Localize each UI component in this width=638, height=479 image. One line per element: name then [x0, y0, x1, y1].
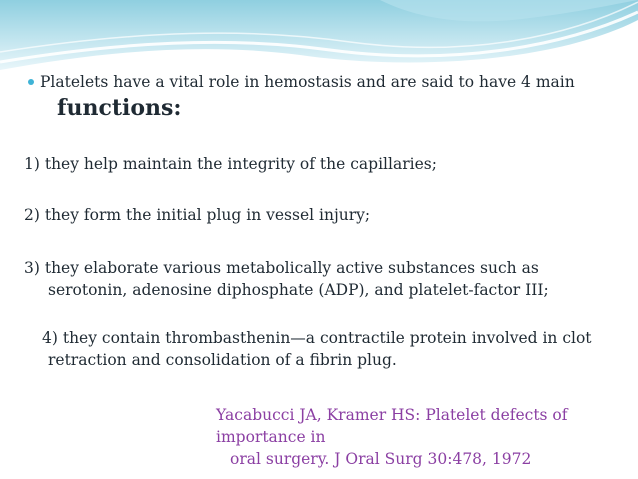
list-item-text-continued: retraction and consolidation of a fibrin plug. [48, 351, 397, 369]
citation-line-1: Yacabucci JA, Kramer HS: Platelet defects of importance in [216, 406, 568, 446]
list-item-1 [24, 153, 437, 175]
citation-line-2: oral surgery. J Oral Surg 30:478, 1972 [230, 450, 532, 468]
functions-heading: functions: [57, 95, 182, 121]
list-item-text: 2) they form the initial plug in vessel injury; [24, 206, 371, 224]
list-item-2 [24, 204, 370, 226]
list-item-4 [42, 327, 592, 371]
list-item-text-continued: serotonin, adenosine diphosphate (ADP), and platelet-factor III; [48, 281, 549, 299]
bullet-icon [28, 79, 34, 85]
bullet-intro [40, 72, 575, 92]
citation [216, 404, 638, 470]
list-item-text: 3) they elaborate various metabolically active substances such as [24, 259, 539, 277]
list-item-text: 1) they help maintain the integrity of the capillaries; [24, 155, 437, 173]
list-item-3 [24, 257, 549, 301]
bullet-intro-text: Platelets have a vital role in hemostasis and are said to have 4 main [40, 73, 575, 91]
list-item-text: 4) they contain thrombasthenin—a contractile protein involved in clot [42, 329, 592, 347]
